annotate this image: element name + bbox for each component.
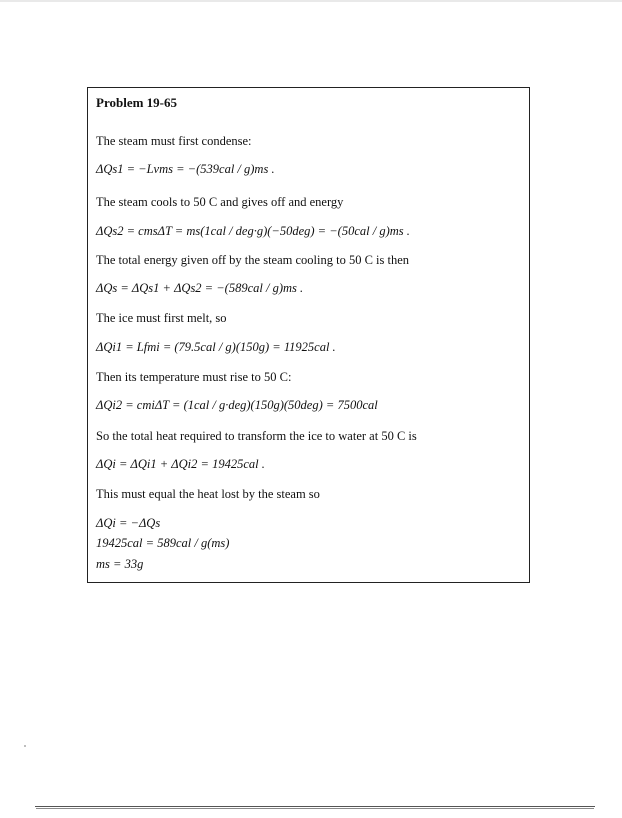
- scan-speck: [24, 745, 26, 747]
- page-top-edge: [0, 0, 622, 2]
- solution-box: [87, 87, 530, 583]
- equation-steam-mass-result: ms = 33g: [96, 557, 144, 571]
- text-total-heat-ice: So the total heat required to transform the ice to water at 50 C is: [96, 429, 417, 443]
- equation-steam-condense: ΔQs1 = −Lvms = −(539cal / g)ms .: [96, 162, 275, 176]
- equation-temperature-rise: ΔQi2 = cmiΔT = (1cal / g·deg)(150g)(50deg) = 7500cal: [96, 398, 378, 412]
- equation-total-heat-ice: ΔQi = ΔQi1 + ΔQi2 = 19425cal .: [96, 457, 265, 471]
- text-total-energy: The total energy given off by the steam cooling to 50 C is then: [96, 253, 410, 267]
- equation-steam-cools: ΔQs2 = cmsΔT = ms(1cal / deg·g)(−50deg) = −(50cal / g)ms .: [96, 224, 410, 238]
- text-heat-balance: This must equal the heat lost by the steam so: [96, 487, 320, 501]
- text-steam-condense: The steam must first condense:: [96, 134, 252, 148]
- page-bottom-rule-secondary: [36, 808, 594, 809]
- text-ice-melt: The ice must first melt, so: [96, 311, 227, 325]
- page-bottom-rule: [35, 806, 595, 807]
- equation-heat-balance: ΔQi = −ΔQs: [96, 516, 161, 530]
- text-temperature-rise: Then its temperature must rise to 50 C:: [96, 370, 292, 384]
- equation-heat-substitution: 19425cal = 589cal / g(ms): [96, 536, 230, 550]
- equation-total-energy: ΔQs = ΔQs1 + ΔQs2 = −(589cal / g)ms .: [96, 281, 304, 295]
- problem-title: Problem 19-65: [96, 95, 177, 110]
- text-steam-cools: The steam cools to 50 C and gives off and energy: [96, 195, 344, 209]
- equation-ice-melt: ΔQi1 = Lfmi = (79.5cal / g)(150g) = 11925cal .: [96, 340, 336, 354]
